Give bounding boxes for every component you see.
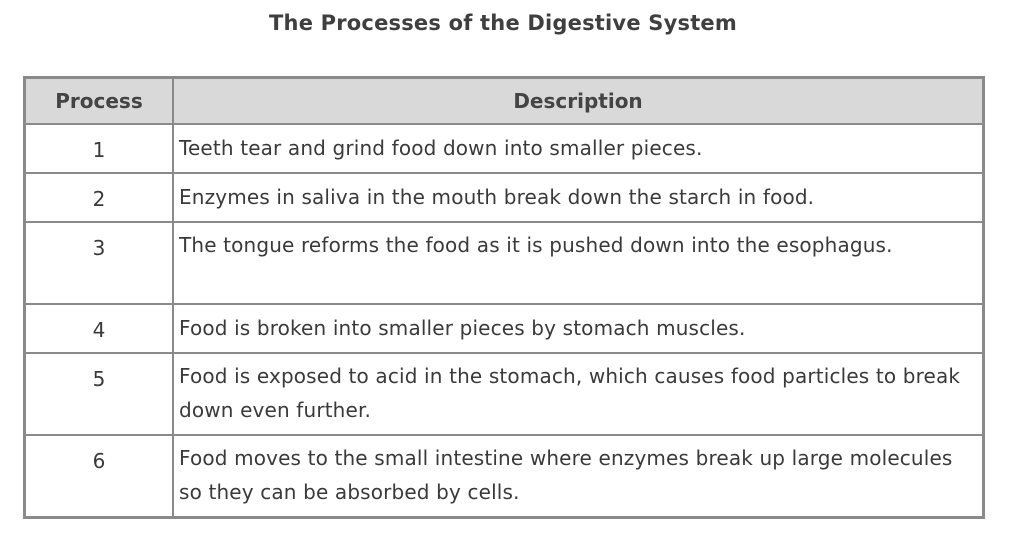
document-title: The Processes of the Digestive System	[269, 11, 737, 35]
process-number: 2	[25, 173, 174, 222]
process-number: 1	[25, 124, 174, 173]
table-row	[25, 173, 984, 222]
process-number: 5	[25, 353, 174, 435]
process-description: The tongue reforms the food as it is pushed down into the esophagus.	[173, 222, 984, 304]
digestive-processes-table	[23, 76, 985, 519]
table-row	[25, 222, 984, 304]
process-description: Enzymes in saliva in the mouth break down the starch in food.	[173, 173, 984, 222]
header-process: Process	[25, 78, 174, 125]
process-description: Food moves to the small intestine where enzymes break up large molecules so they can be absorbed by cells.	[173, 435, 984, 517]
header-description: Description	[173, 78, 984, 125]
process-description: Food is broken into smaller pieces by stomach muscles.	[173, 304, 984, 353]
process-number: 3	[25, 222, 174, 304]
process-description: Teeth tear and grind food down into smaller pieces.	[173, 124, 984, 173]
table-row	[25, 353, 984, 435]
table-row	[25, 304, 984, 353]
table-row	[25, 124, 984, 173]
table-row	[25, 435, 984, 517]
process-number: 4	[25, 304, 174, 353]
process-description: Food is exposed to acid in the stomach, which causes food particles to break down even further.	[173, 353, 984, 435]
process-number: 6	[25, 435, 174, 517]
table-header-row	[25, 78, 984, 125]
